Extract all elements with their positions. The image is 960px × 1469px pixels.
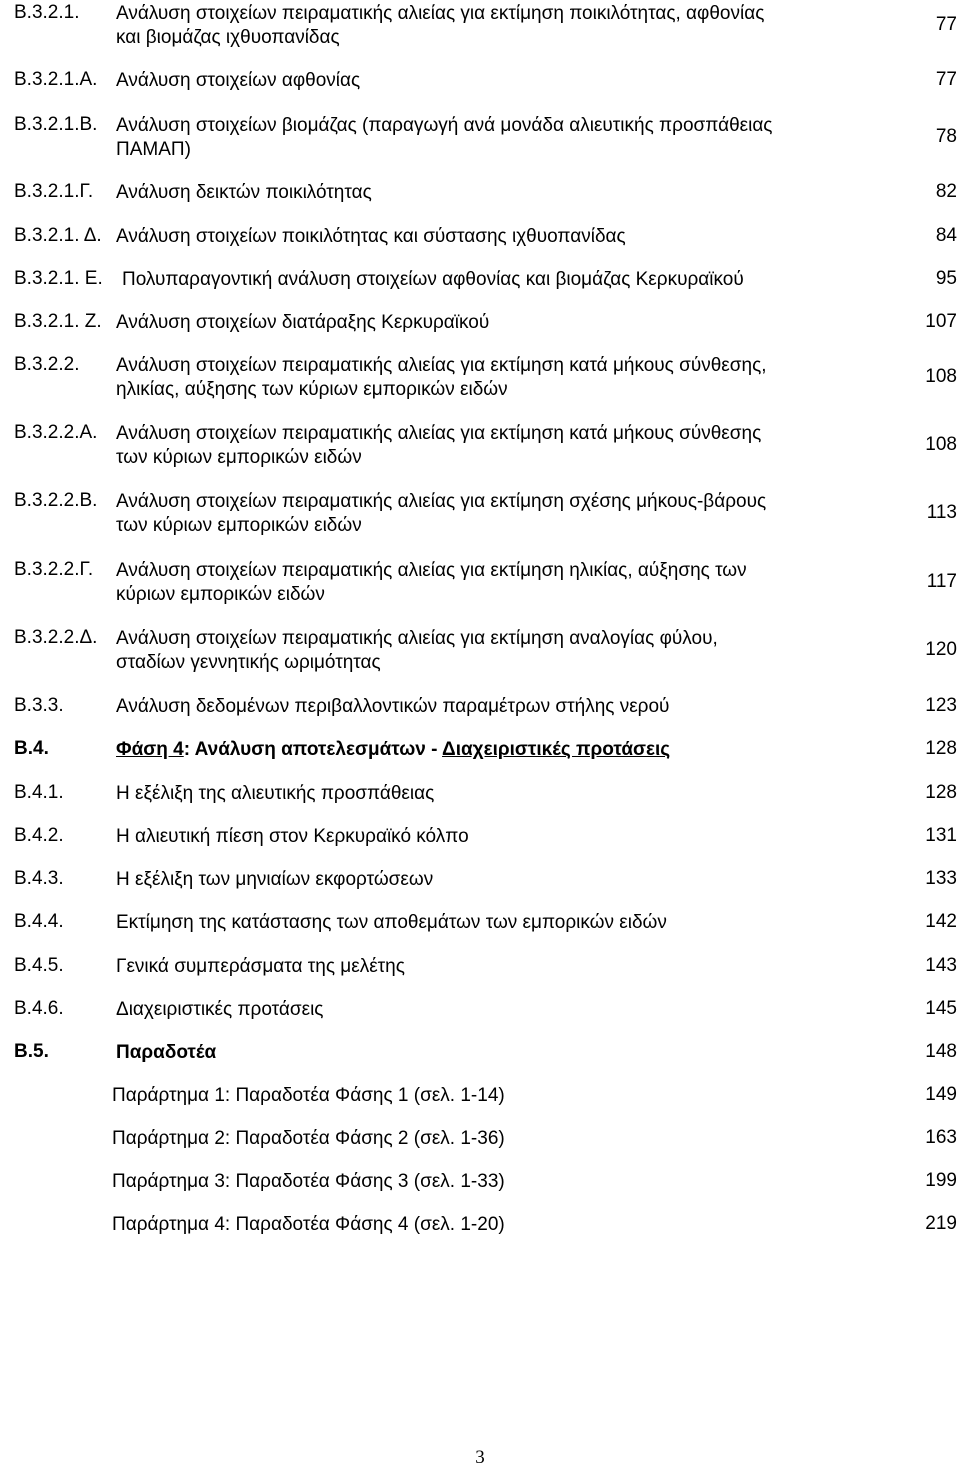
toc-number: Β.4.2. [14, 825, 64, 846]
toc-title-line: Ανάλυση στοιχείων πειραματικής αλιείας για εκτίμηση ποικιλότητας, αφθονίας [116, 3, 765, 24]
toc-title-line: Παράρτημα 3: Παραδοτέα Φάσης 3 (σελ. 1-33) [112, 1171, 505, 1192]
toc-number: Β.3.2.2.Β. [14, 490, 98, 511]
toc-number: Β.3.2.1. Ε. [14, 268, 103, 289]
toc-title-mid: : Ανάλυση αποτελεσμάτων - [183, 739, 443, 760]
toc-number: Β.4.3. [14, 868, 64, 889]
toc-page: 149 [925, 1084, 957, 1105]
toc-number: Β.3.2.1.Β. [14, 114, 98, 135]
toc-page: 107 [925, 311, 957, 332]
toc-page: 120 [925, 639, 957, 660]
toc-title-line: Ανάλυση στοιχείων βιομάζας (παραγωγή ανά μονάδα αλιευτικής προσπάθειας [116, 115, 773, 136]
toc-title-line: Ανάλυση στοιχείων πειραματικής αλιείας για εκτίμηση αναλογίας φύλου, [116, 628, 718, 649]
toc-number: Β.4. [14, 738, 49, 759]
toc-page: 77 [935, 69, 957, 90]
toc-page: 84 [935, 225, 957, 246]
toc-title-line: Παράρτημα 2: Παραδοτέα Φάσης 2 (σελ. 1-36) [112, 1128, 505, 1149]
toc-title-line: Παράρτημα 1: Παραδοτέα Φάσης 1 (σελ. 1-14) [112, 1085, 505, 1106]
toc-title-line: κύριων εμπορικών ειδών [116, 584, 325, 605]
toc-title-line: Η εξέλιξη των μηνιαίων εκφορτώσεων [116, 869, 434, 890]
toc-page: 148 [925, 1041, 957, 1062]
toc-number: Β.3.2.1.Α. [14, 69, 98, 90]
toc-page: 77 [935, 14, 957, 35]
toc-title-line: σταδίων γεννητικής ωριμότητας [116, 652, 381, 673]
toc-page: 108 [925, 366, 957, 387]
toc-title-line: Ανάλυση στοιχείων πειραματικής αλιείας για εκτίμηση ηλικίας, αύξησης των [116, 560, 747, 581]
toc-title-line: Εκτίμηση της κατάστασης των αποθεμάτων των εμπορικών ειδών [116, 912, 667, 933]
toc-number: Β.3.2.1. Ζ. [14, 311, 102, 332]
toc-number: Β.3.2.2.Γ. [14, 559, 94, 580]
toc-title-line: Η εξέλιξη της αλιευτικής προσπάθειας [116, 783, 435, 804]
toc-title-line: Ανάλυση στοιχείων αφθονίας [116, 70, 361, 91]
toc-page: 142 [925, 911, 957, 932]
toc-page: 199 [925, 1170, 957, 1191]
toc-page: 117 [926, 571, 957, 592]
toc-title-suffix: Διαχειριστικές προτάσεις [442, 739, 671, 760]
toc-page: 131 [925, 825, 957, 846]
toc-title-line: Γενικά συμπεράσματα της μελέτης [116, 956, 405, 977]
toc-number: Β.5. [14, 1041, 49, 1062]
toc-number: Β.3.2.1. Δ. [14, 225, 102, 246]
toc-title-line: Παραδοτέα [116, 1042, 217, 1063]
toc-number: Β.4.5. [14, 955, 64, 976]
toc-page: 163 [925, 1127, 957, 1148]
toc-page: 128 [925, 738, 957, 759]
toc-number: Β.4.1. [14, 782, 64, 803]
toc-page: 143 [925, 955, 957, 976]
toc-title-line: Ανάλυση στοιχείων πειραματικής αλιείας για εκτίμηση κατά μήκους σύνθεσης, [116, 355, 767, 376]
toc-page: 145 [925, 998, 957, 1019]
toc-title-line: ΠΑΜΑΠ) [116, 139, 191, 160]
toc-page: 133 [925, 868, 957, 889]
toc-title-line: Ανάλυση στοιχείων πειραματικής αλιείας για εκτίμηση κατά μήκους σύνθεσης [116, 423, 762, 444]
toc-number: Β.4.6. [14, 998, 64, 1019]
toc-title-line: Ανάλυση δεδομένων περιβαλλοντικών παραμέτρων στήλης νερού [116, 696, 670, 717]
toc-number: Β.3.2.1. [14, 2, 80, 23]
toc-number: Β.3.2.2. [14, 354, 80, 375]
toc-page: 219 [925, 1213, 957, 1234]
toc-page: 108 [925, 434, 957, 455]
toc-title-line: και βιομάζας ιχθυοπανίδας [116, 27, 340, 48]
toc-number: Β.3.2.2.Δ. [14, 627, 98, 648]
toc-title-line: Παράρτημα 4: Παραδοτέα Φάσης 4 (σελ. 1-20) [112, 1214, 505, 1235]
toc-page: 82 [935, 181, 957, 202]
toc-title-line: ηλικίας, αύξησης των κύριων εμπορικών ειδών [116, 379, 508, 400]
toc-number: Β.3.2.2.Α. [14, 422, 98, 443]
toc-page: 128 [925, 782, 957, 803]
toc-title-line: των κύριων εμπορικών ειδών [116, 515, 362, 536]
toc-number: Β.3.2.1.Γ. [14, 181, 94, 202]
toc-page: 113 [926, 502, 957, 523]
toc-title-prefix: Φάση 4 [116, 739, 184, 760]
toc-page: 123 [925, 695, 957, 716]
toc-title-line: Ανάλυση δεικτών ποικιλότητας [116, 182, 372, 203]
toc-title-line: Πολυπαραγοντική ανάλυση στοιχείων αφθονίας και βιομάζας Κερκυραϊκού [122, 269, 744, 290]
toc-page: 95 [935, 268, 957, 289]
toc-title-line: Ανάλυση στοιχείων πειραματικής αλιείας για εκτίμηση σχέσης μήκους-βάρους [116, 491, 767, 512]
toc-page: 78 [935, 126, 957, 147]
page-number: 3 [475, 1447, 485, 1468]
toc-title-line: Η αλιευτική πίεση στον Κερκυραϊκό κόλπο [116, 826, 469, 847]
toc-title-line: Ανάλυση στοιχείων ποικιλότητας και σύστασης ιχθυοπανίδας [116, 226, 626, 247]
toc-title-line: των κύριων εμπορικών ειδών [116, 447, 362, 468]
toc-number: Β.4.4. [14, 911, 64, 932]
toc-title-line [116, 738, 670, 762]
toc-number: Β.3.3. [14, 695, 64, 716]
toc-title-line: Ανάλυση στοιχείων διατάραξης Κερκυραϊκού [116, 312, 490, 333]
toc-title-line: Διαχειριστικές προτάσεις [116, 999, 324, 1020]
